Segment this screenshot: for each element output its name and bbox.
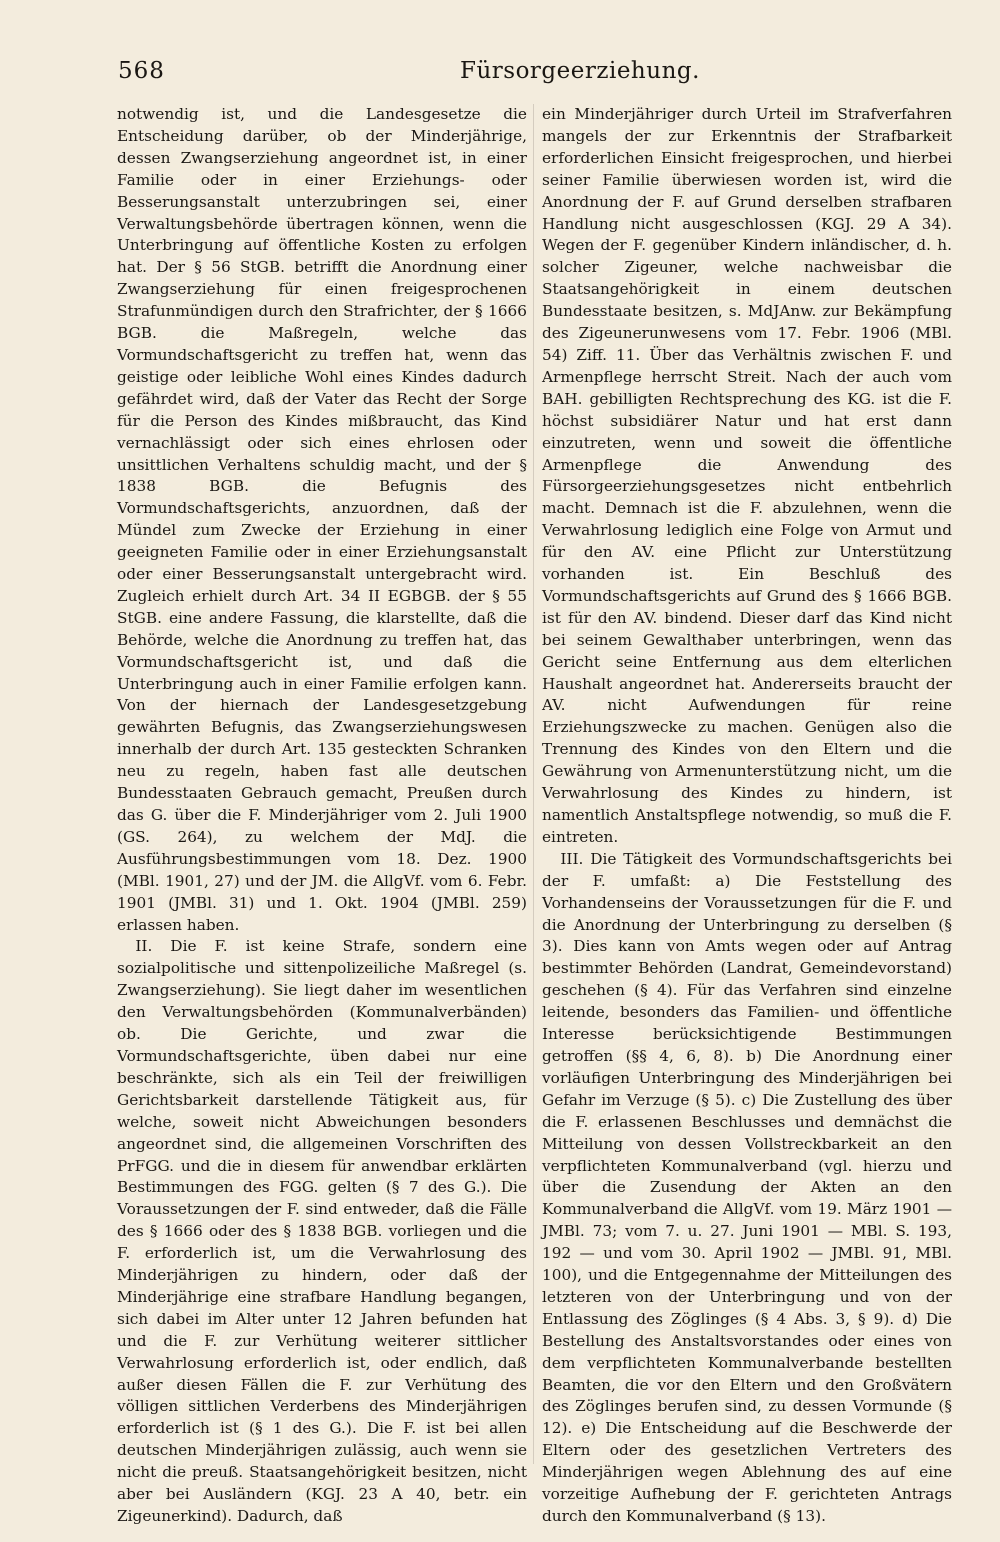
left-column <box>117 104 527 1528</box>
column-divider <box>533 104 534 1464</box>
paragraph: ein Minderjähriger durch Urteil im Strafverfahren mangels der zur Erkenntnis der Strafbarkeit erforderlichen Einsicht freigesprochen, und hierbei seiner Familie überwiesen worden ist, wird die Anordnung der F. auf Grund derselben strafbaren Handlung nicht ausgeschlossen (KGJ. 29 A 34). Wegen der F. gegenüber Kindern inländischer, d. h. solcher Zigeuner, welche nachweisbar die Staatsangehörigkeit in einem deutschen Bundesstaate besitzen, s. MdJAnw. zur Bekämpfung des Zigeunerunwesens vom 17. Febr. 1906 (MBl. 54) Ziff. 11. Über das Verhältnis zwischen F. und Armenpflege herrscht Streit. Nach der auch vom BAH. gebilligten Rechtsprechung des KG. ist die F. höchst subsidiärer Natur und hat erst dann einzutreten, wenn und soweit die öffentliche Armenpflege die Anwendung des Fürsorgeerziehungsgesetzes nicht entbehrlich macht. Demnach ist die F. abzulehnen, wenn die Verwahrlosung lediglich eine Folge von Armut und für den AV. eine Pflicht zur Unterstützung vorhanden ist. Ein Beschluß des Vormundschaftsgerichts auf Grund des § 1666 BGB. ist für den AV. bindend. Dieser darf das Kind nicht bei seinem Gewalthaber unterbringen, wenn das Gericht seine Entfernung aus dem elterlichen Haushalt angeordnet hat. Andererseits braucht der AV. nicht Aufwendungen für reine Erziehungszwecke zu machen. Genügen also die Trennung des Kindes von den Eltern und die Gewährung von Armenunterstützung nicht, um die Verwahrlosung des Kindes zu hindern, ist namentlich Anstaltspflege notwendig, so muß die F. eintreten. <box>542 105 952 846</box>
page-header <box>112 52 960 92</box>
page-number: 568 <box>118 58 165 84</box>
running-head: Fürsorgeerziehung. <box>460 58 700 84</box>
paragraph: III. Die Tätigkeit des Vormundschaftsgerichts bei der F. umfaßt: a) Die Feststellung des Vorhandenseins der Voraussetzungen für die F. und die Anordnung der Unterbringung zu derselben (§ 3). Dies kann von Amts wegen oder auf Antrag bestimmter Behörden (Landrat, Gemeindevorstand) geschehen (§ 4). Für das Verfahren sind einzelne leitende, besonders das Familien- und öffentliche Interesse berücksichtigende Bestimmungen getroffen (§§ 4, 6, 8). b) Die Anordnung einer vorläufigen Unterbringung des Minderjährigen bei Gefahr im Verzuge (§ 5). c) Die Zustellung des über die F. erlassenen Beschlusses und demnächst die Mitteilung von dessen Vollstreckbarkeit an den verpflichteten Kommunalverband (vgl. hierzu und über die Zusendung der Akten an den Kommunalverband die AllgVf. vom 19. März 1901 — JMBl. 73; vom 7. u. 27. Juni 1901 — MBl. S. 193, 192 — und vom 30. April 1902 — JMBl. 91, MBl. 100), und die Entgegennahme der Mitteilungen des letzteren von der Unterbringung und von der Entlassung des Zöglinges (§ 4 Abs. 3, § 9). d) Die Bestellung des Anstaltsvorstandes oder eines von dem verpflichteten Kommunalverbande bestellten Beamten, die vor den Eltern und den Großvätern des Zöglinges berufen sind, zu dessen Vormunde (§ 12). e) Die Entscheidung auf die Beschwerde der Eltern oder des gesetzlichen Vertreters des Minderjährigen wegen Ablehnung des auf eine vorzeitige Aufhebung der F. gerichteten Antrags durch den Kommunalverband (§ 13). <box>542 849 952 1525</box>
right-column <box>542 104 952 1528</box>
paragraph: II. Die F. ist keine Strafe, sondern eine sozialpolitische und sittenpolizeiliche Maßregel (s. Zwangserziehung). Sie liegt daher im wesentlichen den Verwaltungsbehörden (Kommunalverbänden) ob. Die Gerichte, und zwar die Vormundschaftsgerichte, üben dabei nur eine beschränkte, sich als ein Teil der freiwilligen Gerichtsbarkeit darstellende Tätigkeit aus, für welche, soweit nicht Abweichungen besonders angeordnet sind, die allgemeinen Vorschriften des PrFGG. und die in diesem für anwendbar erklärten Bestimmungen des FGG. gelten (§ 7 des G.). Die Voraussetzungen der F. sind entweder, daß die Fälle des § 1666 oder des § 1838 BGB. vorliegen und die F. erforderlich ist, um die Verwahrlosung des Minderjährigen zu hindern, oder daß der Minderjährige eine strafbare Handlung begangen, sich dabei im Alter unter 12 Jahren befunden hat und die F. zur Verhütung weiterer sittlicher Verwahrlosung erforderlich ist, oder endlich, daß außer diesen Fällen die F. zur Verhütung des völligen sittlichen Verderbens des Minderjährigen erforderlich ist (§ 1 des G.). Die F. ist bei allen deutschen Minderjährigen zulässig, auch wenn sie nicht die preuß. Staatsangehörigkeit besitzen, nicht aber bei Ausländern (KGJ. 23 A 40, betr. ein Zigeunerkind). Dadurch, daß <box>117 937 527 1525</box>
paragraph: notwendig ist, und die Landesgesetze die Entscheidung darüber, ob der Minderjährige, dessen Zwangserziehung angeordnet ist, in einer Familie oder in einer Erziehungs- oder Besserungsanstalt unterzubringen sei, einer Verwaltungsbehörde übertragen können, wenn die Unterbringung auf öffentliche Kosten zu erfolgen hat. Der § 56 StGB. betrifft die Anordnung einer Zwangserziehung für einen freigesprochenen Strafunmündigen durch den Strafrichter, der § 1666 BGB. die Maßregeln, welche das Vormundschaftsgericht zu treffen hat, wenn das geistige oder leibliche Wohl eines Kindes dadurch gefährdet wird, daß der Vater das Recht der Sorge für die Person des Kindes mißbraucht, das Kind vernachlässigt oder sich eines ehrlosen oder unsittlichen Verhaltens schuldig macht, und der § 1838 BGB. die Befugnis des Vormundschaftsgerichts, anzuordnen, daß der Mündel zum Zwecke der Erziehung in einer geeigneten Familie oder in einer Erziehungsanstalt oder einer Besserungsanstalt untergebracht wird. Zugleich erhielt durch Art. 34 II EGBGB. der § 55 StGB. eine andere Fassung, die klarstellte, daß die Behörde, welche die Anordnung zu treffen hat, das Vormundschaftsgericht ist, und daß die Unterbringung auch in einer Familie erfolgen kann. Von der hiernach der Landesgesetzgebung gewährten Befugnis, das Zwangserziehungswesen innerhalb der durch Art. 135 gesteckten Schranken neu zu regeln, haben fast alle deutschen Bundesstaaten Gebrauch gemacht, Preußen durch das G. über die F. Minderjähriger vom 2. Juli 1900 (GS. 264), zu welchem der MdJ. die Ausführungsbestimmungen vom 18. Dez. 1900 (MBl. 1901, 27) und der JM. die AllgVf. vom 6. Febr. 1901 (JMBl. 31) und 1. Okt. 1904 (JMBl. 259) erlassen haben. <box>117 105 527 934</box>
